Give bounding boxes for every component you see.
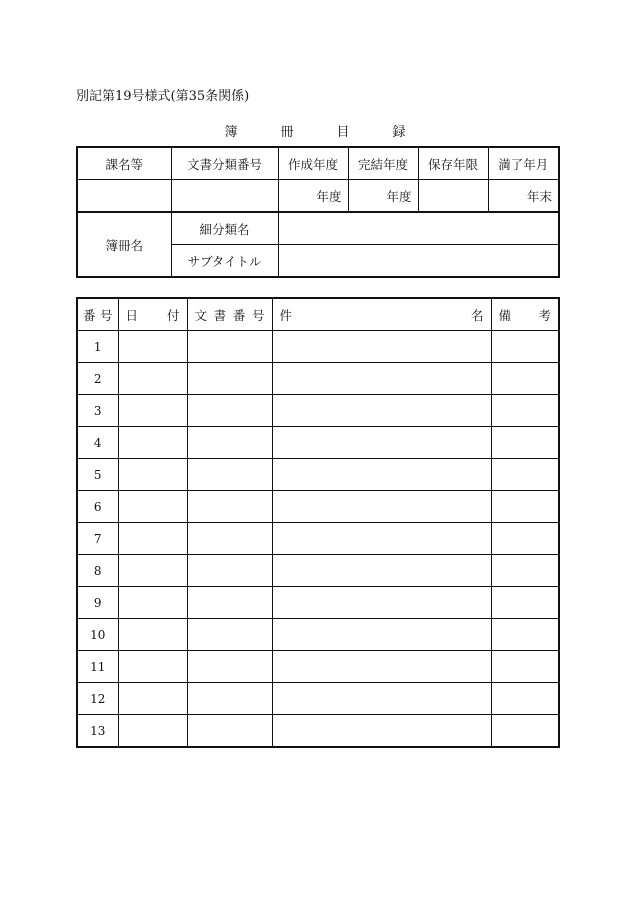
- table-row: [77, 459, 559, 491]
- remarks-field[interactable]: [491, 459, 559, 491]
- subject-field[interactable]: [272, 715, 491, 748]
- date-field[interactable]: [118, 523, 187, 555]
- row-number: 5: [77, 459, 118, 491]
- subclass-field[interactable]: [278, 212, 559, 245]
- doc-number-field[interactable]: [187, 459, 272, 491]
- remarks-field[interactable]: [491, 395, 559, 427]
- form-number: 別記第19号様式(第35条関係): [76, 89, 250, 104]
- row-number: 1: [77, 331, 118, 363]
- row-number: 2: [77, 363, 118, 395]
- expiry-header: 満了年月: [488, 147, 559, 180]
- date-field[interactable]: [118, 331, 187, 363]
- date-field[interactable]: [118, 491, 187, 523]
- row-number: 4: [77, 427, 118, 459]
- remarks-column-header: 備 考: [491, 298, 559, 331]
- completed-year-header: 完結年度: [348, 147, 418, 180]
- completed-year-suffix: 年度: [386, 188, 412, 204]
- doc-number-field[interactable]: [187, 683, 272, 715]
- subject-field[interactable]: [272, 651, 491, 683]
- created-year-field[interactable]: [278, 180, 348, 213]
- doc-number-column-header: 文 書 番 号: [187, 298, 272, 331]
- row-number: 9: [77, 587, 118, 619]
- remarks-field[interactable]: [491, 555, 559, 587]
- table-row: [77, 715, 559, 748]
- subject-field[interactable]: [272, 363, 491, 395]
- subject-field[interactable]: [272, 331, 491, 363]
- row-number: 3: [77, 395, 118, 427]
- remarks-field[interactable]: [491, 491, 559, 523]
- date-field[interactable]: [118, 619, 187, 651]
- remarks-field[interactable]: [491, 331, 559, 363]
- expiry-field[interactable]: [488, 180, 559, 213]
- expiry-suffix: 年末: [526, 188, 552, 204]
- subject-field[interactable]: [272, 427, 491, 459]
- remarks-field[interactable]: [491, 715, 559, 748]
- date-field[interactable]: [118, 363, 187, 395]
- doc-number-field[interactable]: [187, 491, 272, 523]
- created-year-suffix: 年度: [316, 188, 342, 204]
- subject-field[interactable]: [272, 555, 491, 587]
- row-number: 6: [77, 491, 118, 523]
- subject-field[interactable]: [272, 619, 491, 651]
- created-year-header: 作成年度: [278, 147, 348, 180]
- row-number: 10: [77, 619, 118, 651]
- subclass-label: 細分類名: [171, 212, 278, 245]
- subject-field[interactable]: [272, 523, 491, 555]
- table-row: [77, 683, 559, 715]
- date-column-header: 日 付: [118, 298, 187, 331]
- document-register-table: [76, 297, 560, 748]
- remarks-field[interactable]: [491, 651, 559, 683]
- section-name-field[interactable]: [77, 180, 171, 213]
- table-row: [77, 587, 559, 619]
- row-number: 12: [77, 683, 118, 715]
- table-row: [77, 363, 559, 395]
- table-row: [77, 491, 559, 523]
- date-field[interactable]: [118, 587, 187, 619]
- date-field[interactable]: [118, 651, 187, 683]
- remarks-field[interactable]: [491, 683, 559, 715]
- completed-year-field[interactable]: [348, 180, 418, 213]
- doc-number-field[interactable]: [187, 555, 272, 587]
- doc-number-field[interactable]: [187, 523, 272, 555]
- volume-name-label: 簿冊名: [77, 212, 171, 277]
- subtitle-field[interactable]: [278, 245, 559, 278]
- remarks-field[interactable]: [491, 427, 559, 459]
- retention-period-field[interactable]: [418, 180, 488, 213]
- subject-field[interactable]: [272, 683, 491, 715]
- doc-class-number-header: 文書分類番号: [171, 147, 278, 180]
- remarks-field[interactable]: [491, 619, 559, 651]
- doc-number-field[interactable]: [187, 619, 272, 651]
- table-row: [77, 395, 559, 427]
- date-field[interactable]: [118, 459, 187, 491]
- form-title: 簿 冊 目 録: [224, 125, 421, 140]
- doc-number-field[interactable]: [187, 427, 272, 459]
- date-field[interactable]: [118, 395, 187, 427]
- table-row: [77, 331, 559, 363]
- table-row: [77, 555, 559, 587]
- row-number: 11: [77, 651, 118, 683]
- date-field[interactable]: [118, 555, 187, 587]
- date-field[interactable]: [118, 427, 187, 459]
- subject-field[interactable]: [272, 587, 491, 619]
- number-column-header: 番 号: [77, 298, 118, 331]
- doc-class-number-field[interactable]: [171, 180, 278, 213]
- subject-field[interactable]: [272, 459, 491, 491]
- remarks-field[interactable]: [491, 587, 559, 619]
- table-row: [77, 619, 559, 651]
- remarks-field[interactable]: [491, 363, 559, 395]
- date-field[interactable]: [118, 683, 187, 715]
- doc-number-field[interactable]: [187, 651, 272, 683]
- doc-number-field[interactable]: [187, 395, 272, 427]
- retention-period-header: 保存年限: [418, 147, 488, 180]
- doc-number-field[interactable]: [187, 331, 272, 363]
- subject-field[interactable]: [272, 491, 491, 523]
- doc-number-field[interactable]: [187, 363, 272, 395]
- row-number: 8: [77, 555, 118, 587]
- row-number: 7: [77, 523, 118, 555]
- subject-column-header: 件 名: [272, 298, 491, 331]
- table-row: [77, 523, 559, 555]
- subtitle-label: サブタイトル: [171, 245, 278, 278]
- subject-field[interactable]: [272, 395, 491, 427]
- remarks-field[interactable]: [491, 523, 559, 555]
- table-row: [77, 427, 559, 459]
- row-number: 13: [77, 715, 118, 748]
- section-name-header: 課名等: [77, 147, 171, 180]
- doc-number-field[interactable]: [187, 587, 272, 619]
- date-field[interactable]: [118, 715, 187, 748]
- doc-number-field[interactable]: [187, 715, 272, 748]
- volume-header-table: [76, 146, 560, 278]
- table-row: [77, 651, 559, 683]
